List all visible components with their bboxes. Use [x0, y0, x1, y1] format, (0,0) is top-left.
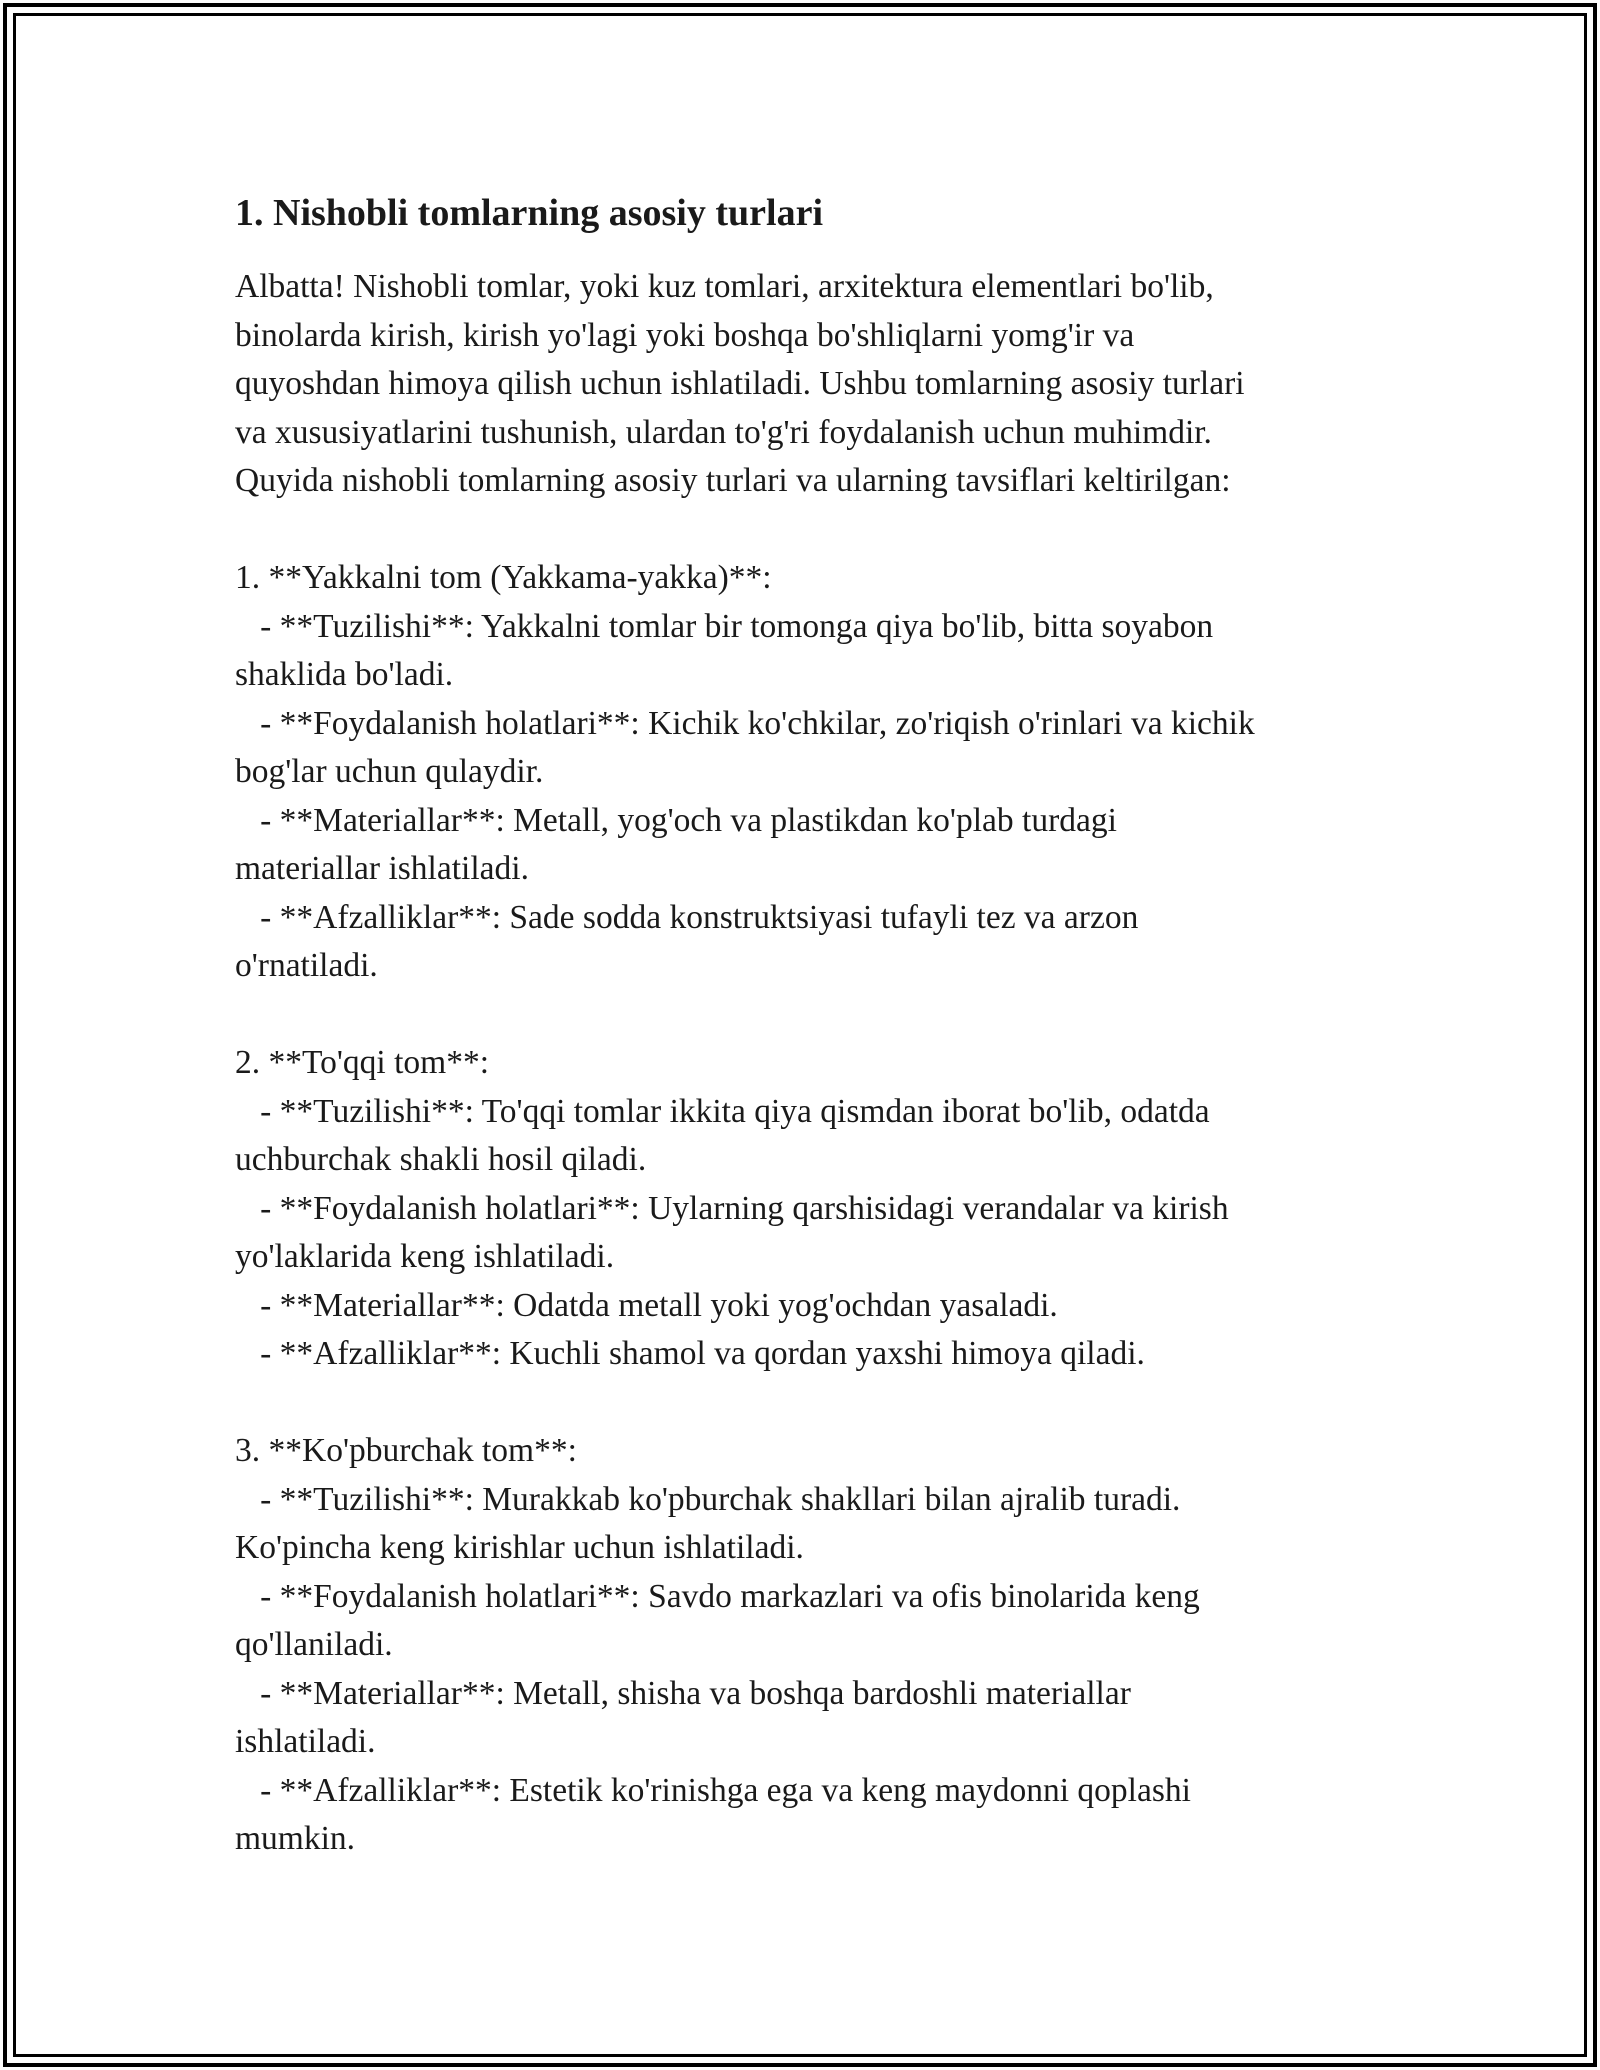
intro-paragraph [235, 263, 1410, 506]
text-line: - **Tuzilishi**: Murakkab ko'pburchak shakllari bilan ajralib turadi. [235, 1480, 1181, 1518]
section-toqqi-tom [235, 1039, 1410, 1379]
text-line: Albatta! Nishobli tomlar, yoki kuz tomlari, arxitektura elementlari bo'lib, [235, 268, 1214, 305]
text-line: - **Afzalliklar**: Sade sodda konstruktsiyasi tufayli tez va arzon [235, 898, 1139, 936]
text-line: - **Materiallar**: Odatda metall yoki yog'ochdan yasaladi. [235, 1286, 1058, 1324]
paragraph-gap [235, 991, 1410, 1040]
text-line: - **Tuzilishi**: Yakkalni tomlar bir tomonga qiya bo'lib, bitta soyabon [235, 607, 1214, 645]
text-line: mumkin. [235, 1820, 356, 1857]
section-yakkalni-tom [235, 554, 1410, 991]
text-line: qo'llaniladi. [235, 1626, 393, 1663]
text-line: - **Foydalanish holatlari**: Uylarning qarshisidagi verandalar va kirish [235, 1189, 1229, 1227]
text-line: - **Materiallar**: Metall, shisha va boshqa bardoshli materiallar [235, 1674, 1131, 1712]
document-title: 1. Nishobli tomlarning asosiy turlari [235, 192, 823, 234]
section-heading: 3. **Ko'pburchak tom**: [235, 1432, 577, 1469]
text-line: uchburchak shakli hosil qiladi. [235, 1141, 647, 1178]
text-line: materiallar ishlatiladi. [235, 850, 529, 887]
text-line: ishlatiladi. [235, 1723, 376, 1760]
text-line: - **Foydalanish holatlari**: Savdo markazlari va ofis binolarida keng [235, 1577, 1200, 1615]
text-line: shaklida bo'ladi. [235, 656, 454, 693]
text-line: bog'lar uchun qulaydir. [235, 753, 544, 790]
section-heading: 2. **To'qqi tom**: [235, 1044, 490, 1081]
text-line: Ko'pincha keng kirishlar uchun ishlatiladi. [235, 1529, 804, 1566]
text-line: - **Materiallar**: Metall, yog'och va plastikdan ko'plab turdagi [235, 801, 1117, 839]
document-body [235, 185, 1410, 1864]
text-line: Quyida nishobli tomlarning asosiy turlari va ularning tavsiflari keltirilgan: [235, 462, 1231, 499]
text-line: yo'laklarida keng ishlatiladi. [235, 1238, 615, 1275]
text-line: va xususiyatlarini tushunish, ulardan to'g'ri foydalanish uchun muhimdir. [235, 413, 1212, 451]
section-heading: 1. **Yakkalni tom (Yakkama-yakka)**: [235, 559, 772, 596]
text-line: - **Afzalliklar**: Estetik ko'rinishga ega va keng maydonni qoplashi [235, 1771, 1191, 1809]
text-line: - **Foydalanish holatlari**: Kichik ko'chkilar, zo'riqish o'rinlari va kichik [235, 704, 1255, 742]
paragraph-gap [235, 1379, 1410, 1428]
text-line: - **Tuzilishi**: To'qqi tomlar ikkita qiya qismdan iborat bo'lib, odatda [235, 1092, 1210, 1130]
section-kopburchak-tom [235, 1427, 1410, 1864]
text-line: quyoshdan himoya qilish uchun ishlatiladi. Ushbu tomlarning asosiy turlari [235, 365, 1245, 402]
text-line: - **Afzalliklar**: Kuchli shamol va qordan yaxshi himoya qiladi. [235, 1335, 1145, 1372]
text-line: binolarda kirish, kirish yo'lagi yoki boshqa bo'shliqlarni yomg'ir va [235, 316, 1135, 354]
paragraph-gap [235, 506, 1410, 555]
text-line: o'rnatiladi. [235, 947, 378, 984]
